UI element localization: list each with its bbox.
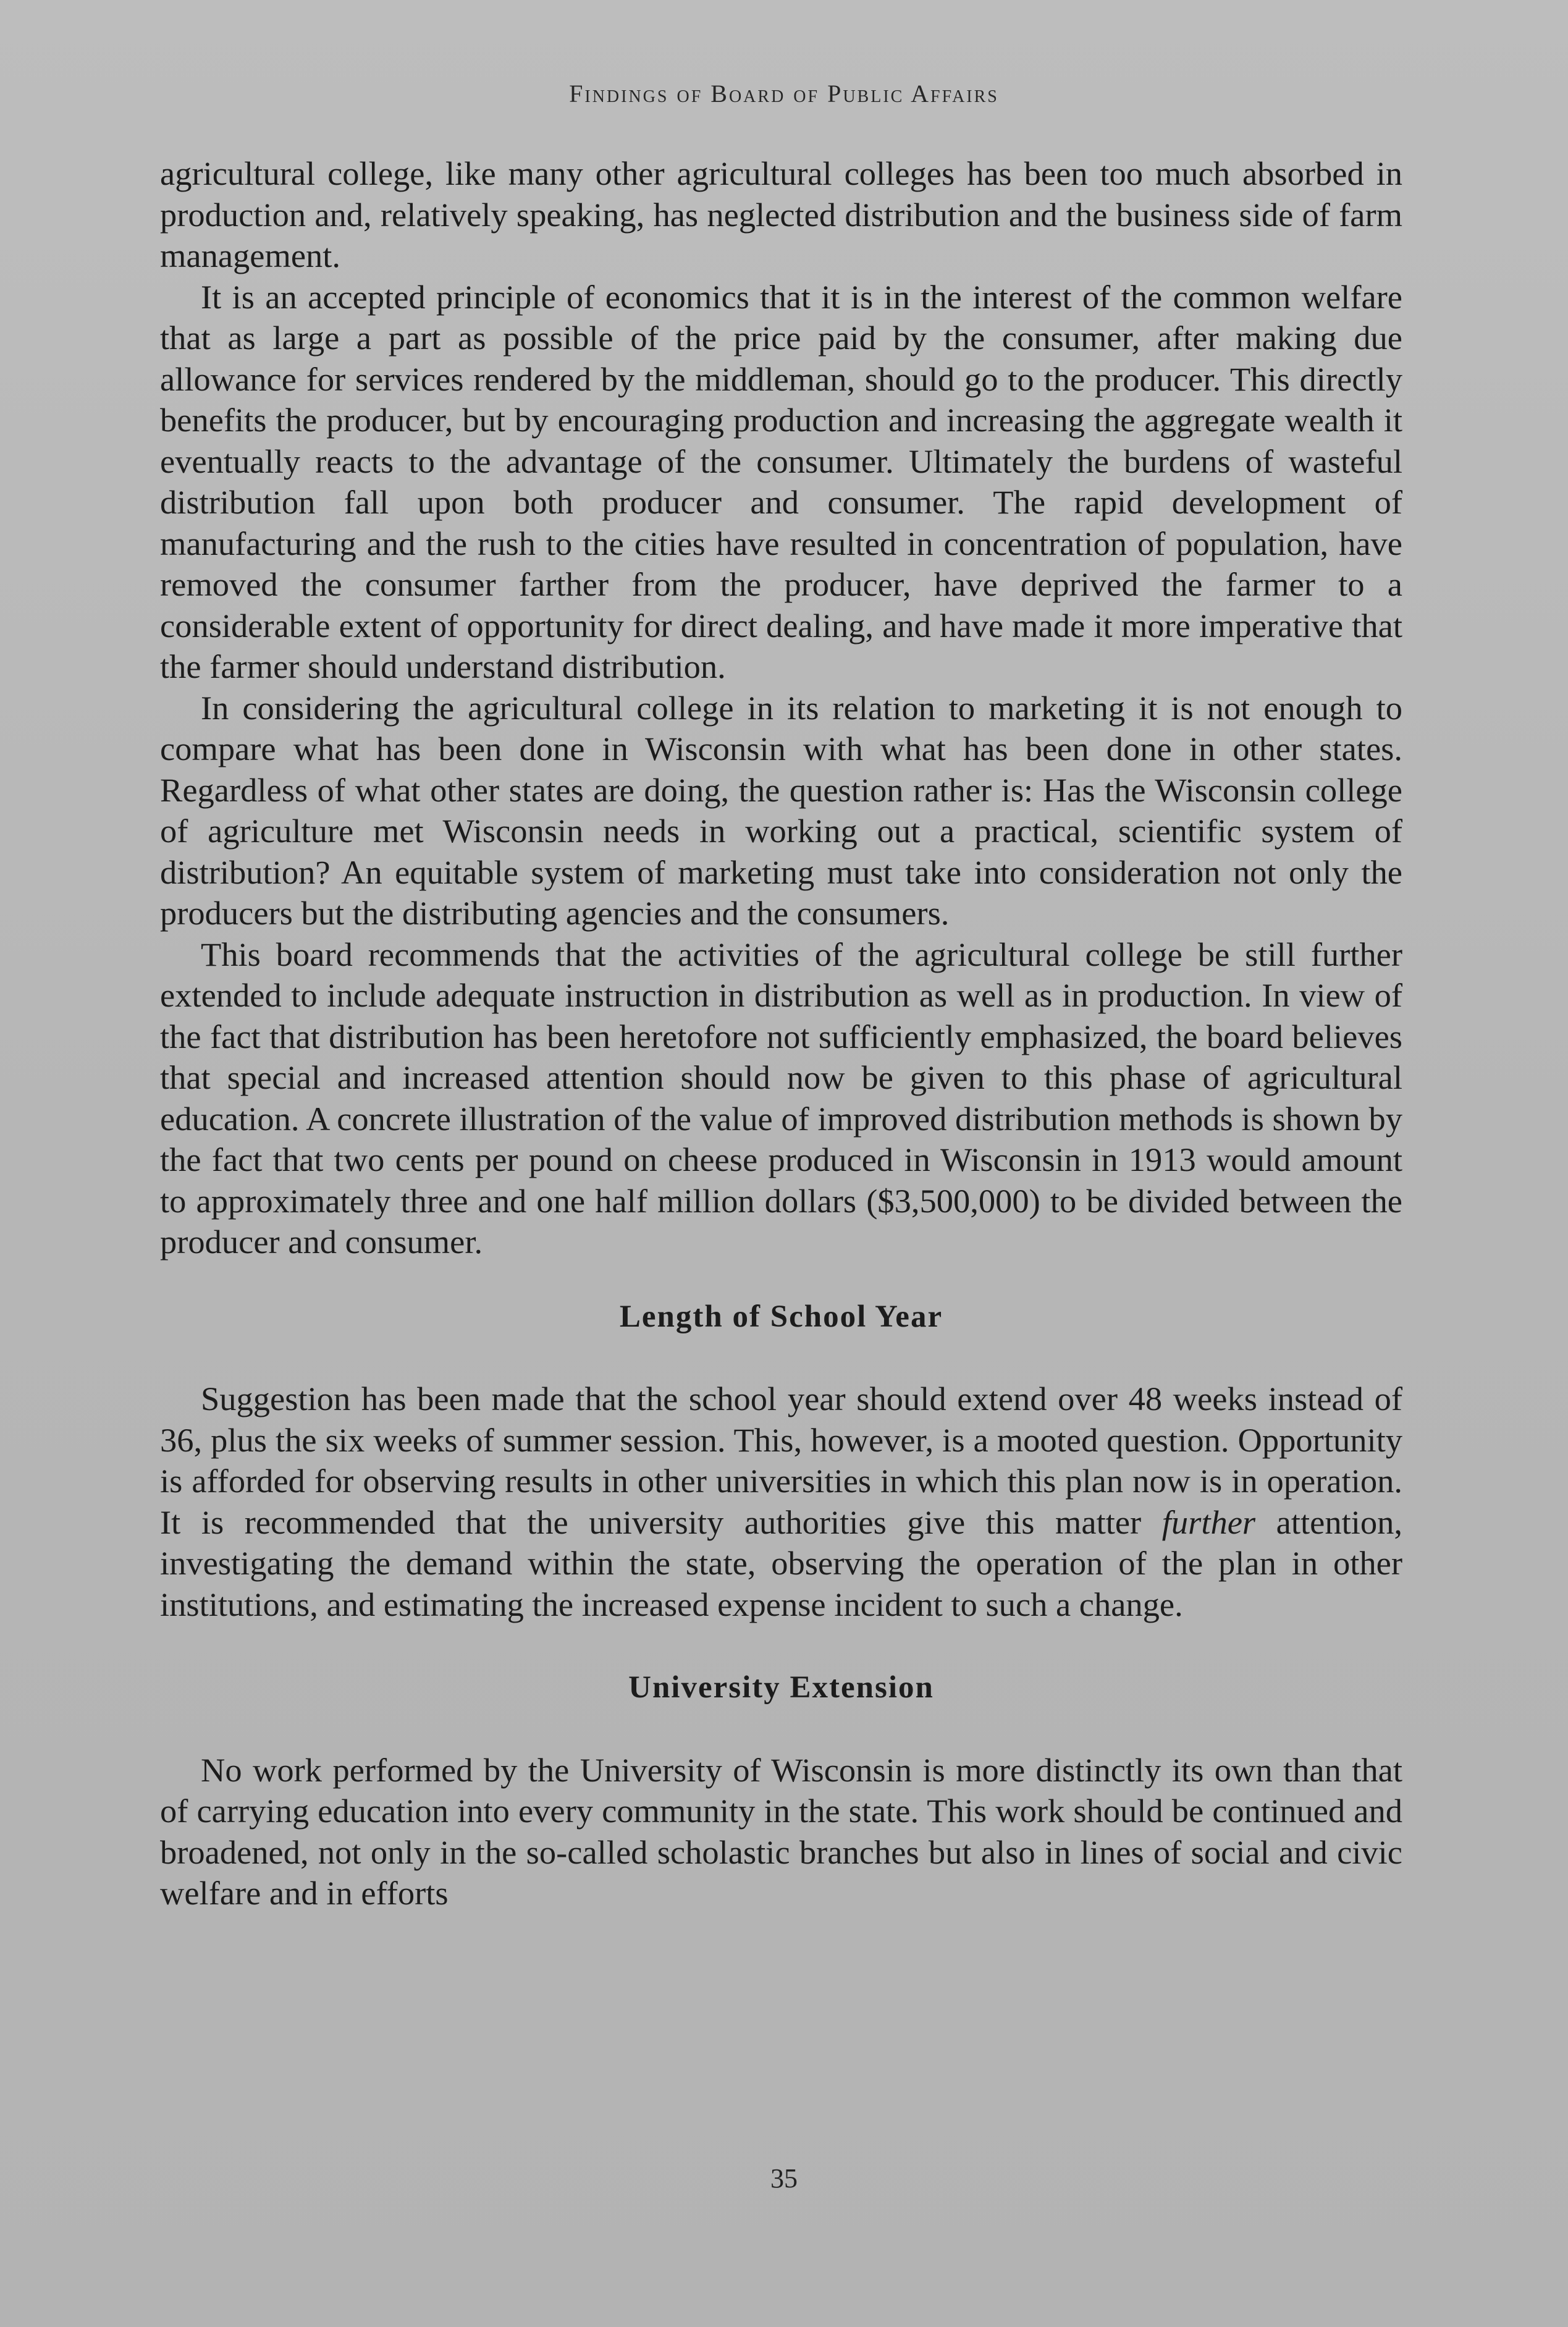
emphasis-further: further: [1161, 1503, 1256, 1541]
page-number: 35: [770, 2163, 798, 2194]
paragraph-university-extension: No work performed by the University of Wisconsin is more distinctly its own than that of carrying education into every community in the state. This work should be continued and broadened, not only in the so-called scholastic branches but also in lines of social and civic welfare and in efforts: [160, 1751, 1402, 1912]
paragraph-economics-principle: It is an accepted principle of economics that it is in the interest of the common welfare that as large a part as possible of the price paid by the consumer, after making due allowance for services rendered by the middleman, should go to the producer. This directly benefits the producer, but by encouraging production and increasing the aggregate wealth it eventually reacts to the advantage of the consumer. Ultimately the burdens of wasteful distribution fall upon both producer and consumer. The rapid development of manufacturing and the rush to the cities have resulted in concentration of population, have removed the consumer farther from the producer, have deprived the farmer to a considerable extent of opportunity for direct dealing, and have made it more imperative that the farmer should understand distribution.: [160, 277, 1402, 685]
paragraph-school-year: [160, 1379, 1402, 1625]
paragraph-continuation: agricultural college, like many other agricultural colleges has been too much absorbed in production and, relatively speaking, has neglected distribution and the business side of farm management.: [160, 154, 1402, 274]
section-heading-university-extension: University Extension: [628, 1670, 934, 1705]
body-text: [160, 153, 1402, 1914]
section-heading-length-of-school-year: Length of School Year: [619, 1299, 943, 1334]
school-year-text-start: Suggestion has been made that the school year should extend over 48 weeks instead of 36, plus the six weeks of summer session. This, however, is a mooted question. Opportunity is afforded for observing results in other universities in which this plan now is in operation. It is recommended that the university authorities give this matter: [160, 1380, 1402, 1541]
paragraph-marketing: In considering the agricultural college in its relation to marketing it is not enough to compare what has been done in Wisconsin with what has been done in other states. Regardless of what other states are doing, the question rather is: Has the Wisconsin college of agriculture met Wisconsin needs in working out a practical, scientific system of distribution? An equitable system of marketing must take into consideration not only the producers but the distributing agencies and the consumers.: [160, 688, 1402, 932]
school-year-text-end: attention, investigating the demand within the state, observing the operation of the plan in other institutions, and estimating the increased expense incident to such a change.: [160, 1503, 1402, 1623]
paragraph-recommendation: This board recommends that the activities of the agricultural college be still further extended to include adequate instruction in distribution as well as in production. In view of the fact that distribution has been heretofore not sufficiently emphasized, the board believes that special and increased attention should now be given to this phase of agricultural education. A concrete illustration of the value of improved distribution methods is shown by the fact that two cents per pound on cheese produced in Wisconsin in 1913 would amount to approximately three and one half million dollars ($3,500,000) to be divided between the producer and consumer.: [160, 935, 1402, 1261]
running-head: Findings of Board of Public Affairs: [569, 80, 999, 108]
